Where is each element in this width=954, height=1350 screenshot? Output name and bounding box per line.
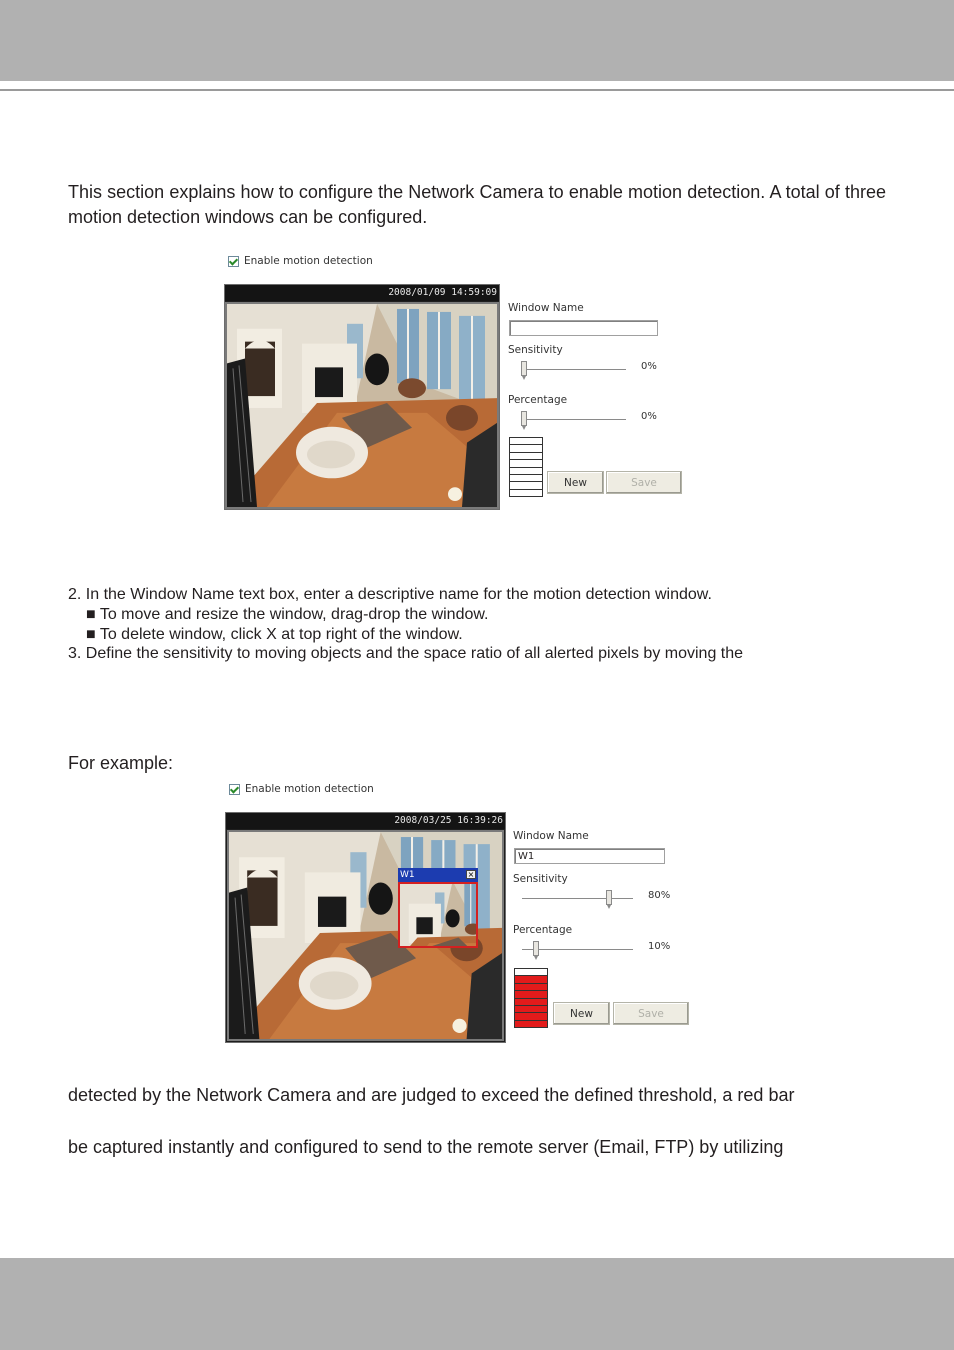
bottom-paragraph-line-2: be captured instantly and configured to send to the remote server (Email, FTP) by utilizing [68,1137,784,1157]
motion-detection-panel-1 [224,245,704,515]
meter-cell [510,460,542,467]
motion-window-area[interactable] [398,882,478,948]
window-name-input[interactable]: W1 [514,848,665,864]
sensitivity-slider-thumb[interactable] [521,361,527,376]
new-window-button[interactable]: New [547,471,604,494]
meter-cell [510,438,542,445]
percentage-slider-thumb[interactable] [521,411,527,426]
meter-cell [515,1013,547,1020]
motion-window-title: W1 [400,870,415,880]
meter-cell [510,468,542,475]
timestamp: 2008/03/25 16:39:26 [394,815,503,826]
sensitivity-slider-thumb[interactable] [606,890,612,905]
header-rule [0,89,954,91]
meter-cell [515,1021,547,1027]
sensitivity-label: Sensitivity [508,344,563,356]
meter-cell [510,445,542,452]
percentage-value: 0% [641,411,657,422]
meter-cell [510,490,542,496]
camera-live-view [224,284,500,510]
camera-live-view [225,812,506,1043]
timestamp-bar [225,285,499,301]
motion-level-meter [509,437,543,497]
meter-cell [510,482,542,489]
sensitivity-label: Sensitivity [513,873,568,885]
room-image [227,304,497,507]
motion-window-image [400,884,476,946]
enable-motion-detection-label: Enable motion detection [245,783,374,795]
save-button[interactable]: Save [613,1002,689,1025]
meter-cell [510,475,542,482]
sensitivity-track [522,898,633,899]
meter-cell [510,453,542,460]
header-band [0,0,954,81]
meter-cell [515,976,547,983]
example-label: For example: [68,753,174,773]
percentage-value: 10% [648,941,671,952]
save-button[interactable]: Save [606,471,682,494]
meter-cell [515,991,547,998]
checkbox-checked-icon[interactable] [229,784,240,795]
close-icon[interactable]: × [467,870,475,879]
enable-motion-detection-checkbox[interactable] [229,783,374,795]
camera-image[interactable] [225,302,499,509]
timestamp-bar [226,813,505,829]
sensitivity-value: 0% [641,361,657,372]
meter-cell [515,984,547,991]
sensitivity-value: 80% [648,890,671,901]
percentage-track [522,949,633,950]
timestamp: 2008/01/09 14:59:09 [388,287,497,298]
percentage-label: Percentage [513,924,573,936]
new-window-button[interactable]: New [553,1002,610,1025]
bullet-move-resize: ■ To move and resize the window, drag-drop the window. [86,606,489,623]
percentage-label: Percentage [508,394,568,406]
enable-motion-detection-checkbox[interactable] [228,255,373,267]
motion-window-titlebar[interactable] [398,868,478,882]
checkbox-checked-icon[interactable] [228,256,239,267]
motion-level-meter [514,968,548,1028]
window-name-label: Window Name [508,302,584,314]
motion-window-w1[interactable] [398,868,478,948]
window-name-input[interactable] [509,320,658,336]
meter-cell [515,969,547,976]
motion-detection-panel-2 [225,773,705,1048]
meter-cell [515,999,547,1006]
bottom-paragraph-line-1: detected by the Network Camera and are judged to exceed the defined threshold, a red bar [68,1085,795,1105]
bullet-delete: ■ To delete window, click X at top right of the window. [86,626,463,643]
meter-cell [515,1006,547,1013]
window-name-label: Window Name [513,830,589,842]
enable-motion-detection-label: Enable motion detection [244,255,373,267]
intro-paragraph: This section explains how to configure the Network Camera to enable motion detection. A total of three motion detection windows can be configured. [68,182,886,227]
step-2: 2. In the Window Name text box, enter a descriptive name for the motion detection window. [68,586,712,603]
step-3: 3. Define the sensitivity to moving objects and the space ratio of all alerted pixels by moving the [68,645,744,662]
sensitivity-track [521,369,626,370]
footer-band [0,1258,954,1350]
percentage-track [521,419,626,420]
percentage-slider-thumb[interactable] [533,941,539,956]
